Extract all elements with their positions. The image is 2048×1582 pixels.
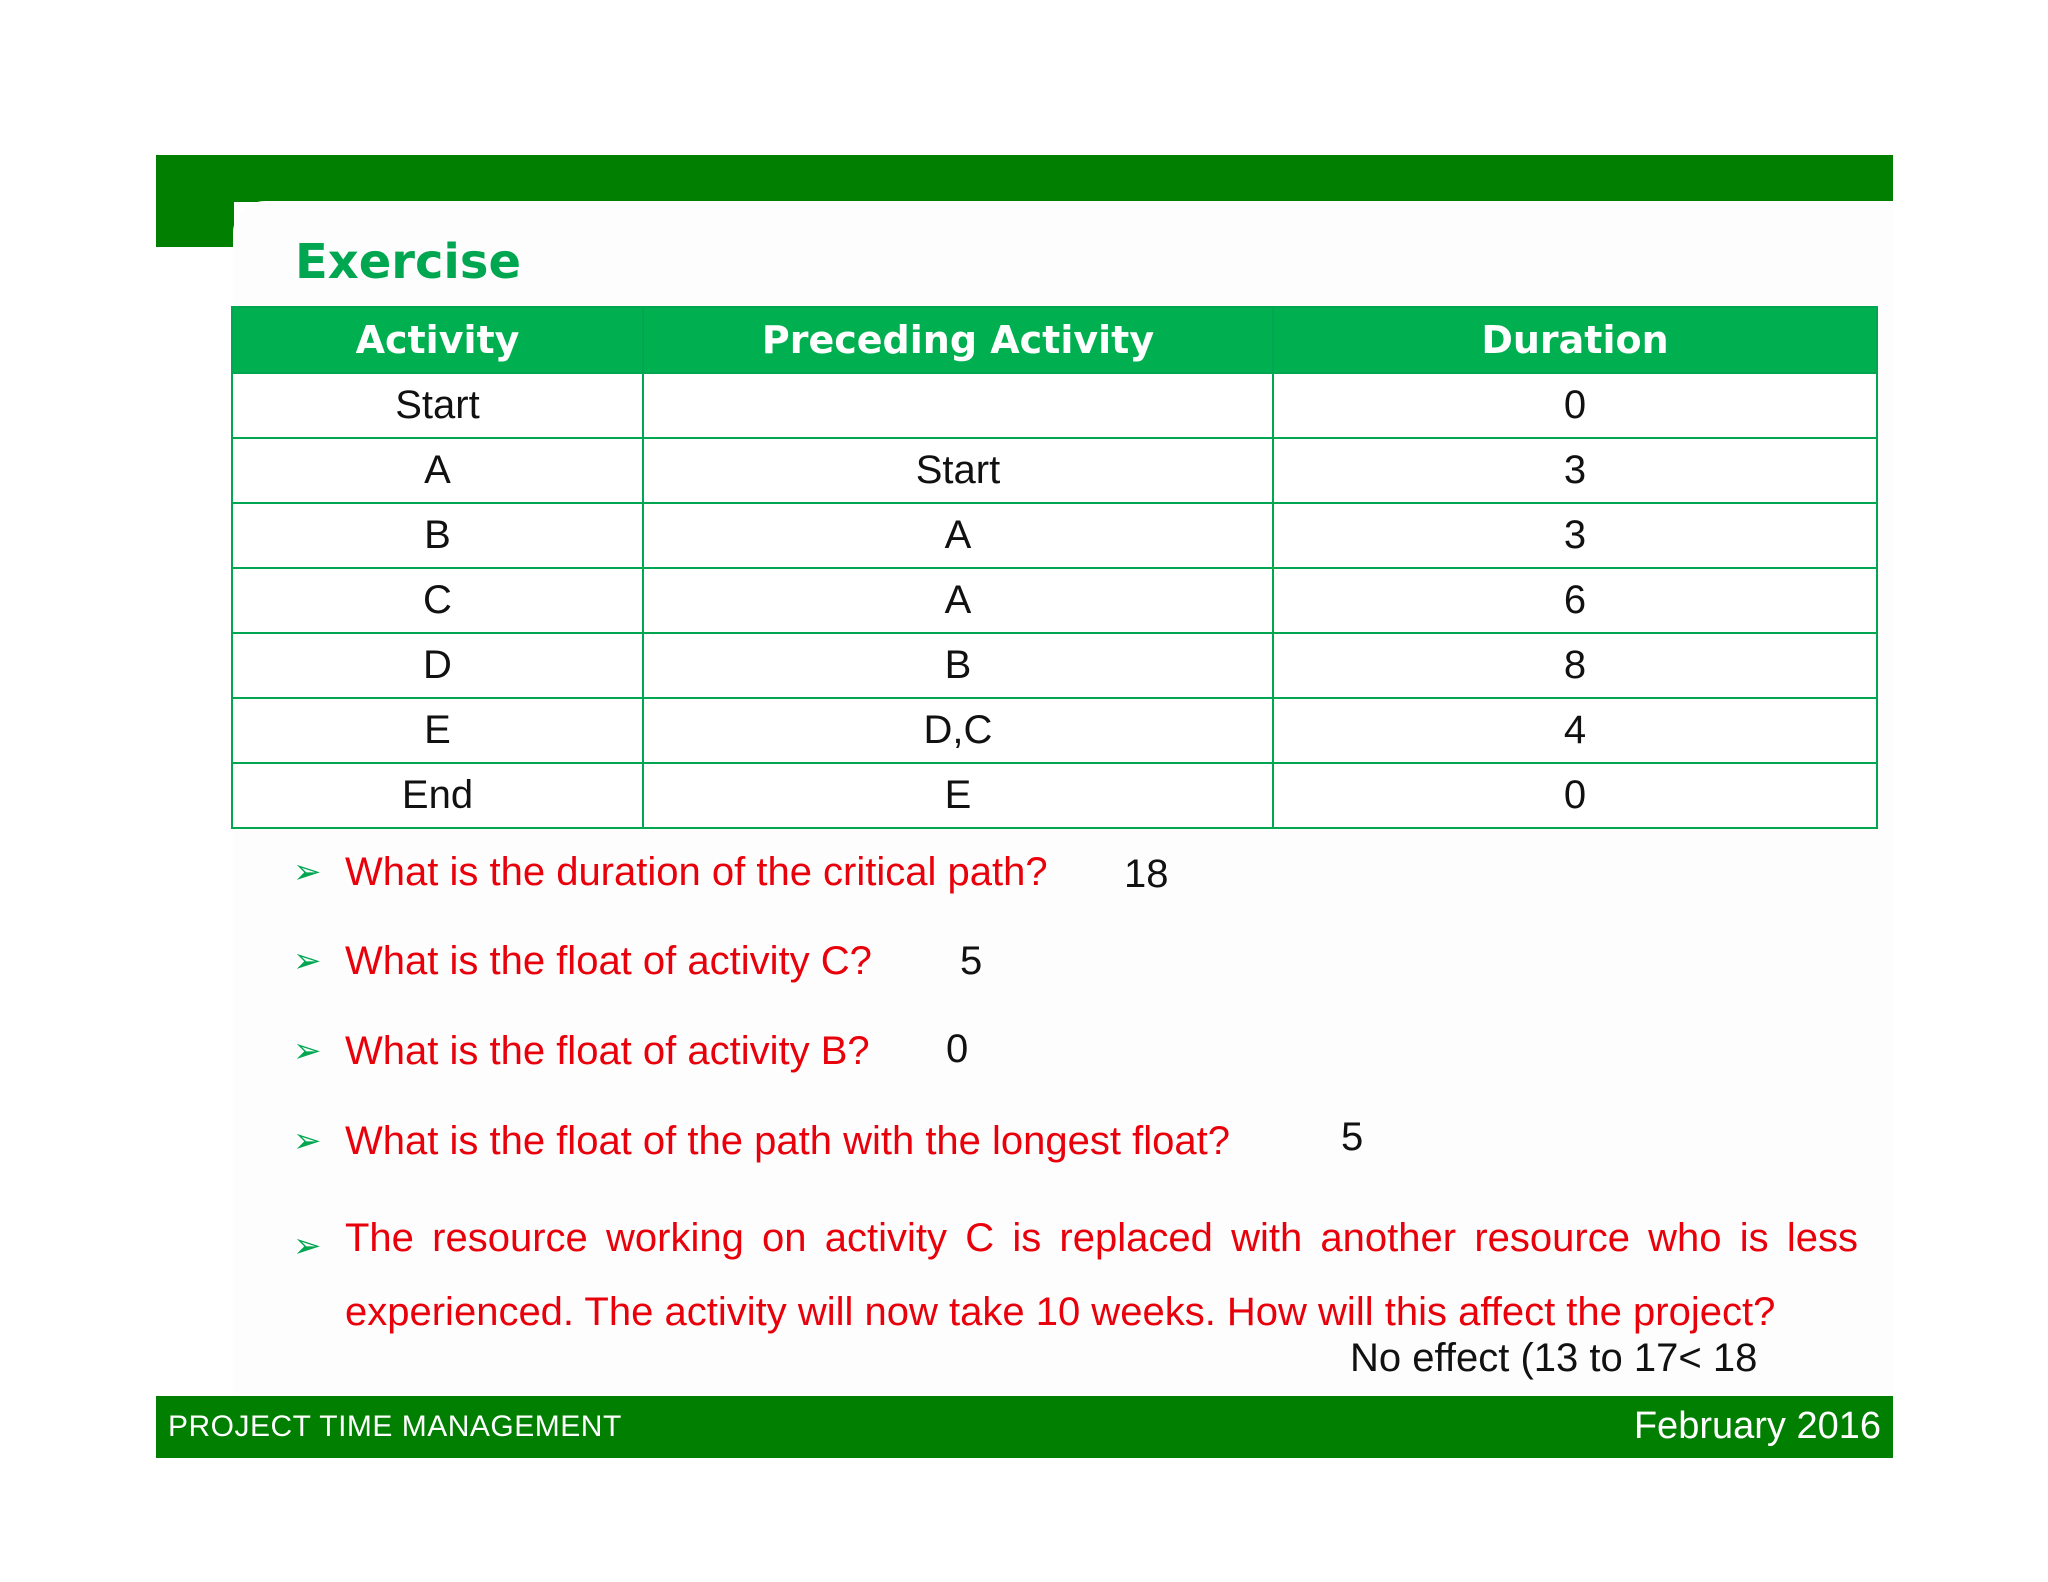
cell-activity: C (232, 568, 643, 633)
answer-5: No effect (13 to 17< 18 (1350, 1336, 1758, 1380)
cell-duration: 4 (1273, 698, 1877, 763)
table-row (232, 438, 1877, 503)
cell-duration: 6 (1273, 568, 1877, 633)
header-bar (156, 155, 1893, 202)
question-text: What is the float of the path with the longest float? (345, 1119, 1230, 1163)
cell-activity: D (232, 633, 643, 698)
arrow-bullet-icon: ➢ (293, 1121, 322, 1161)
cell-activity: B (232, 503, 643, 568)
table-row (232, 568, 1877, 633)
question-text: The resource working on activity C is replaced with another resource who is less experienced. The activity will now take 10 weeks. How will this affect the project? (345, 1216, 1858, 1334)
cell-preceding: A (643, 568, 1273, 633)
arrow-bullet-icon: ➢ (293, 941, 322, 981)
question-3 (293, 1025, 870, 1077)
table-header-row (232, 307, 1877, 373)
cell-duration: 0 (1273, 763, 1877, 828)
footer-bar (156, 1396, 1893, 1458)
answer-2: 5 (960, 939, 983, 983)
answer-1: 18 (1124, 852, 1169, 896)
arrow-bullet-icon: ➢ (293, 1226, 322, 1266)
slide-title: Exercise (295, 234, 522, 290)
question-5 (293, 1201, 1858, 1349)
answer-4: 5 (1341, 1115, 1364, 1159)
footer-date: February 2016 (1633, 1405, 1881, 1447)
header-duration: Duration (1273, 307, 1877, 373)
cell-duration: 8 (1273, 633, 1877, 698)
question-4 (293, 1115, 1230, 1167)
question-text: What is the float of activity C? (345, 939, 872, 983)
table-row (232, 503, 1877, 568)
cell-preceding: Start (643, 438, 1273, 503)
cell-activity: E (232, 698, 643, 763)
cell-duration: 0 (1273, 373, 1877, 438)
cell-preceding: D,C (643, 698, 1273, 763)
cell-duration: 3 (1273, 438, 1877, 503)
question-text: What is the float of activity B? (345, 1029, 870, 1073)
header-tab (156, 155, 234, 247)
table-row (232, 763, 1877, 828)
question-2 (293, 935, 872, 987)
cell-preceding: E (643, 763, 1273, 828)
cell-activity: Start (232, 373, 643, 438)
arrow-bullet-icon: ➢ (293, 1031, 322, 1071)
question-1 (293, 846, 1048, 898)
table-row (232, 373, 1877, 438)
arrow-bullet-icon: ➢ (293, 852, 322, 892)
header-activity: Activity (232, 307, 643, 373)
cell-activity: End (232, 763, 643, 828)
table-row (232, 633, 1877, 698)
cell-preceding: A (643, 503, 1273, 568)
cell-preceding (643, 373, 1273, 438)
cell-duration: 3 (1273, 503, 1877, 568)
cell-activity: A (232, 438, 643, 503)
footer-course-title: PROJECT TIME MANAGEMENT (168, 1410, 622, 1443)
table-row (232, 698, 1877, 763)
activity-table (231, 306, 1878, 829)
question-text: What is the duration of the critical path? (345, 850, 1048, 894)
header-preceding-activity: Preceding Activity (643, 307, 1273, 373)
cell-preceding: B (643, 633, 1273, 698)
answer-3: 0 (946, 1027, 969, 1071)
